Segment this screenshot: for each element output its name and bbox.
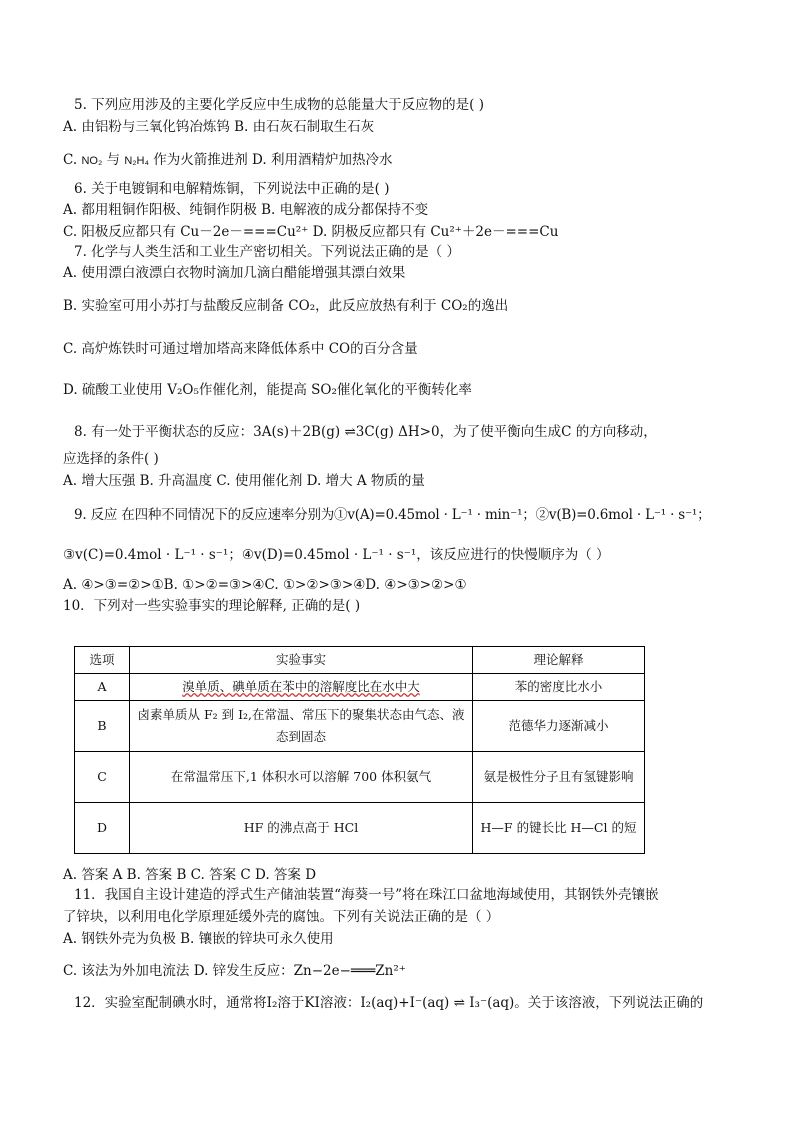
table-cell-reason: 苯的密度比水小 xyxy=(473,674,645,701)
table-row xyxy=(75,752,645,803)
table-cell-fact: 溴单质、碘单质在苯中的溶解度比在水中大 xyxy=(130,674,473,701)
table-row xyxy=(75,803,645,854)
table-cell-fact: 在常温常压下,1 体积水可以溶解 700 体积氨气 xyxy=(130,752,473,803)
table-row xyxy=(75,701,645,752)
table-cell-option: C xyxy=(75,752,130,803)
table-cell-fact: HF 的沸点高于 HCl xyxy=(130,803,473,854)
q7-option-b: B. 实验室可用小苏打与盐酸反应制备 CO₂，此反应放热有利于 CO₂的逸出 xyxy=(63,298,509,314)
q10-stem: 10．下列对一些实验事实的理论解释, 正确的是( ) xyxy=(63,598,361,614)
q8-stem: 8. 有一处于平衡状态的反应：3A(s)＋2B(g) ⇌3C(g) ΔH>0，为了使平衡向生成C 的方向移动， xyxy=(74,424,657,440)
q7-option-d: D. 硫酸工业使用 V₂O₅作催化剂，能提高 SO₂催化氧化的平衡转化率 xyxy=(63,382,472,398)
table-header-fact: 实验事实 xyxy=(130,647,473,674)
table-cell-option: D xyxy=(75,803,130,854)
table-cell-option: A xyxy=(75,674,130,701)
q11-options-cd: C. 该法为外加电流法 D. 锌发生反应：Zn−2e−═══Zn²⁺ xyxy=(63,963,406,979)
q6-stem: 6. 关于电镀铜和电解精炼铜，下列说法中正确的是( ) xyxy=(74,181,390,197)
q5-options-cd xyxy=(63,151,392,170)
q9-stem-continued: ③v(C)=0.4mol · L⁻¹ · s⁻¹；④v(D)=0.45mol · L⁻¹ · s⁻¹，该反应进行的快慢顺序为（ ） xyxy=(63,547,610,563)
table-cell-reason: 氨是极性分子且有氢键影响 xyxy=(473,752,645,803)
q10-options: A. 答案 A B. 答案 B C. 答案 C D. 答案 D xyxy=(63,867,317,883)
table-cell-option: B xyxy=(75,701,130,752)
q9-stem: 9. 反应 在四种不同情况下的反应速率分别为①v(A)=0.45mol · L⁻¹ · min⁻¹；②v(B)=0.6mol · L⁻¹ · s⁻¹； xyxy=(74,507,711,523)
q10-table xyxy=(74,646,645,854)
q5-formula-n2h4: N₂H₄ xyxy=(124,155,149,167)
q5-option-c-label: C. xyxy=(63,152,82,168)
q5-options-ab: A. 由铝粉与三氧化钨冶炼钨 B. 由石灰石制取生石灰 xyxy=(63,119,375,135)
q6-options-ab: A. 都用粗铜作阳极、纯铜作阴极 B. 电解液的成分都保持不变 xyxy=(63,202,429,218)
q5-option-c-mid: 与 xyxy=(106,152,125,168)
q5-formula-no2: NO₂ xyxy=(81,155,103,167)
table-header-option: 选项 xyxy=(75,647,130,674)
q7-option-a: A. 使用漂白液漂白衣物时滴加几滴白醋能增强其漂白效果 xyxy=(63,265,406,281)
q8-options: A. 增大压强 B. 升高温度 C. 使用催化剂 D. 增大 A 物质的量 xyxy=(63,473,425,489)
table-cell-reason: 范德华力逐渐减小 xyxy=(473,701,645,752)
q7-option-c: C. 高炉炼铁时可通过增加塔高来降低体系中 CO的百分含量 xyxy=(63,341,418,357)
q11-stem: 11．我国自主设计建造的浮式生产储油装置“海葵一号”将在珠江口盆地海域使用，其钢铁外壳镶嵌 xyxy=(74,887,659,903)
table-header-row xyxy=(75,647,645,674)
q11-stem-continued: 了锌块，以利用电化学原理延缓外壳的腐蚀。下列有关说法正确的是（ ） xyxy=(63,909,500,925)
table-cell-reason: H—F 的键长比 H—Cl 的短 xyxy=(473,803,645,854)
table-row xyxy=(75,674,645,701)
q12-stem: 12．实验室配制碘水时，通常将I₂溶于KI溶液：I₂(aq)+I⁻(aq) ⇌ I₃⁻(aq)。关于该溶液，下列说法正确的 xyxy=(74,995,704,1011)
q7-stem: 7. 化学与人类生活和工业生产密切相关。下列说法正确的是（ ） xyxy=(74,244,460,260)
q5-stem: 5. 下列应用涉及的主要化学反应中生成物的总能量大于反应物的是( ) xyxy=(74,97,484,113)
q6-options-cd: C. 阳极反应都只有 Cu－2e－===Cu²⁺ D. 阴极反应都只有 Cu²⁺＋2e－===Cu xyxy=(63,224,559,240)
q5-option-c-rest: 作为火箭推进剂 D. 利用酒精炉加热冷水 xyxy=(153,152,393,168)
q8-stem-continued: 应选择的条件( ) xyxy=(63,451,159,467)
q11-options-ab: A. 钢铁外壳为负极 B. 镶嵌的锌块可永久使用 xyxy=(63,931,334,947)
table-header-reason: 理论解释 xyxy=(473,647,645,674)
q9-options: A. ④>③=②>①B. ①>②=③>④C. ①>②>③>④D. ④>③>②>① xyxy=(63,577,467,593)
table-cell-fact: 卤素单质从 F₂ 到 I₂,在常温、常压下的聚集状态由气态、液态到固态 xyxy=(130,701,473,752)
